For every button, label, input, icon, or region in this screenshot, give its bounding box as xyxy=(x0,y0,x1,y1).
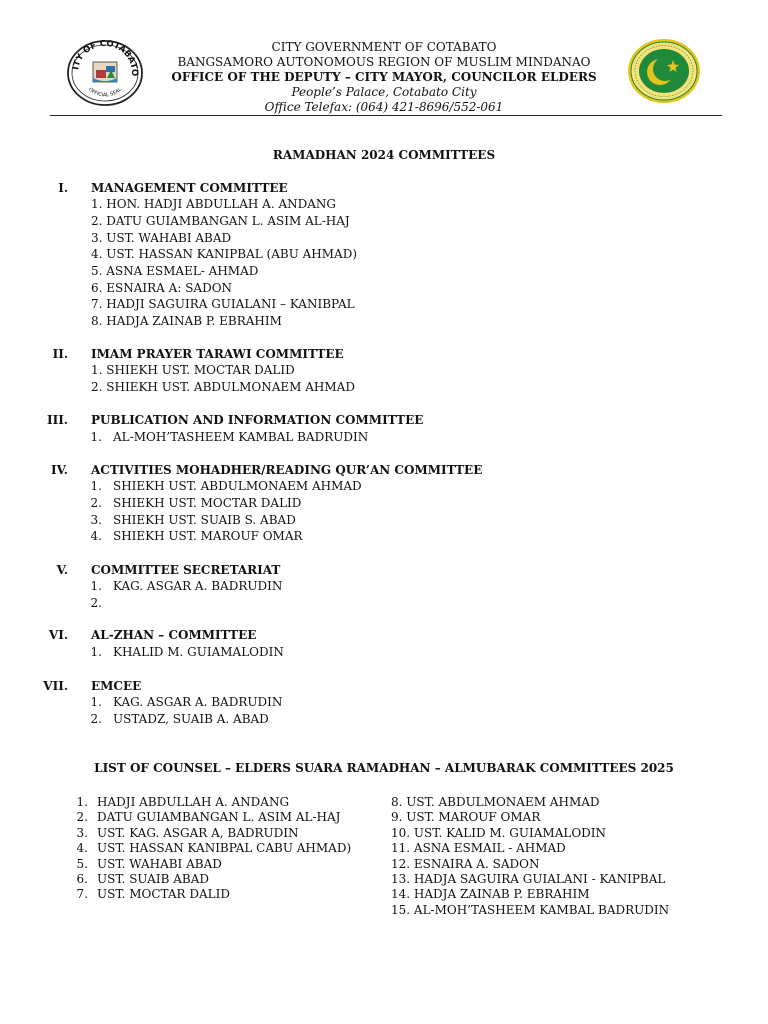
list-item: 7. HADJI SAGUIRA GUIALANI – KANIBPAL xyxy=(91,297,355,311)
section-title: EMCEE xyxy=(91,679,142,693)
svg-text:OFFICIAL SEAL: OFFICIAL SEAL xyxy=(87,86,123,99)
section-number: III. xyxy=(46,413,68,427)
section-number: VII. xyxy=(43,679,68,693)
list-item: SHIEKH UST. SUAIB S. ABAD xyxy=(113,513,296,527)
header-office: OFFICE OF THE DEPUTY – CITY MAYOR, COUNCILOR ELDERS xyxy=(171,70,597,84)
header-address: People’s Palace, Cotabato City xyxy=(291,85,477,99)
section-title: AL-ZHAN – COMMITTEE xyxy=(91,628,257,642)
list-item: USTADZ, SUAIB A. ABAD xyxy=(113,712,269,726)
list-item: UST. KAG. ASGAR A, BADRUDIN xyxy=(97,826,299,840)
list-item: DATU GUIAMBANGAN L. ASIM AL-HAJ xyxy=(97,810,341,824)
list-item-number: 1. xyxy=(90,695,102,709)
list-item-number: 4. xyxy=(90,529,102,543)
list-item-number: 3. xyxy=(90,513,102,527)
list-item: 12. ESNAIRA A. SADON xyxy=(391,857,540,871)
list-item: 11. ASNA ESMAIL - AHMAD xyxy=(391,841,566,855)
list-item: 8. UST. ABDULMONAEM AHMAD xyxy=(391,795,600,809)
list-item: 8. HADJA ZAINAB P. EBRAHIM xyxy=(91,314,282,328)
list-item-number: 2. xyxy=(76,810,88,824)
counsel-title: LIST OF COUNSEL – ELDERS SUARA RAMADHAN – ALMUBARAK COMMITTEES 2025 xyxy=(94,761,674,775)
section-number: VI. xyxy=(48,628,68,642)
list-item: 13. HADJA SAGUIRA GUIALANI - KANIPBAL xyxy=(391,872,666,886)
page-title: RAMADHAN 2024 COMMITTEES xyxy=(272,148,496,162)
section-number: I. xyxy=(58,181,68,195)
list-item: KHALID M. GUIAMALODIN xyxy=(113,645,284,659)
list-item: UST. MOCTAR DALID xyxy=(97,887,230,901)
list-item-number: 1. xyxy=(90,430,102,444)
list-item: KAG. ASGAR A. BADRUDIN xyxy=(113,695,283,709)
list-item: 2. SHIEKH UST. ABDULMONAEM AHMAD xyxy=(91,380,355,394)
list-item: SHIEKH UST. MAROUF OMAR xyxy=(113,529,303,543)
list-item: 1. HON. HADJI ABDULLAH A. ANDANG xyxy=(91,197,336,211)
list-item-number: 3. xyxy=(76,826,88,840)
section-title: ACTIVITIES MOHADHER/READING QUR’AN COMMITTEE xyxy=(91,463,483,477)
list-item-number: 1. xyxy=(90,479,102,493)
header-telefax: Office Telefax: (064) 421-8696/552-061 xyxy=(264,100,504,114)
list-item: UST. SUAIB ABAD xyxy=(97,872,209,886)
list-item-number: 5. xyxy=(76,857,88,871)
section-title: COMMITTEE SECRETARIAT xyxy=(91,563,281,577)
header-line-2: BANGSAMORO AUTONOMOUS REGION OF MUSLIM MINDANAO xyxy=(177,55,591,69)
section-number: V. xyxy=(56,563,68,577)
list-item: 15. AL-MOH’TASHEEM KAMBAL BADRUDIN xyxy=(391,903,670,917)
list-item: SHIEKH UST. ABDULMONAEM AHMAD xyxy=(113,479,362,493)
list-item-number: 2. xyxy=(90,496,102,510)
list-item: 5. ASNA ESMAEL- AHMAD xyxy=(91,264,259,278)
list-item-number: 6. xyxy=(76,872,88,886)
list-item: 9. UST. MAROUF OMAR xyxy=(391,810,541,824)
section-number: IV. xyxy=(50,463,68,477)
list-item: 10. UST. KALID M. GUIAMALODIN xyxy=(391,826,607,840)
list-item: KAG. ASGAR A. BADRUDIN xyxy=(113,579,283,593)
section-number: II. xyxy=(52,347,68,361)
section-title: IMAM PRAYER TARAWI COMMITTEE xyxy=(91,347,344,361)
list-item: HADJI ABDULLAH A. ANDANG xyxy=(97,795,290,809)
list-item: 3. UST. WAHABI ABAD xyxy=(91,231,232,245)
list-item: UST. WAHABI ABAD xyxy=(97,857,222,871)
list-item-number: 1. xyxy=(90,645,102,659)
list-item-number: 2. xyxy=(90,712,102,726)
list-item: 6. ESNAIRA A: SADON xyxy=(91,281,233,295)
list-item-number: 1. xyxy=(90,579,102,593)
header-line-1: CITY GOVERNMENT OF COTABATO xyxy=(271,40,497,54)
list-item: 1. SHIEKH UST. MOCTAR DALID xyxy=(91,363,295,377)
list-item-number: 7. xyxy=(76,887,88,901)
list-item: 2. DATU GUIAMBANGAN L. ASIM AL-HAJ xyxy=(91,214,350,228)
list-item: UST. HASSAN KANIBPAL CABU AHMAD) xyxy=(97,841,352,855)
list-item: AL-MOH’TASHEEM KAMBAL BADRUDIN xyxy=(113,430,369,444)
list-item-number: 2. xyxy=(90,596,102,610)
list-item: SHIEKH UST. MOCTAR DALID xyxy=(113,496,302,510)
svg-text:CITY OF COTABATO: ITY OF COTABATO xyxy=(71,40,140,77)
list-item-number: 4. xyxy=(76,841,88,855)
section-title: PUBLICATION AND INFORMATION COMMITTEE xyxy=(91,413,424,427)
section-title: MANAGEMENT COMMITTEE xyxy=(91,181,288,195)
header-divider xyxy=(50,115,722,116)
list-item-number: 1. xyxy=(76,795,88,809)
list-item: 4. UST. HASSAN KANIPBAL (ABU AHMAD) xyxy=(91,247,358,261)
list-item: 14. HADJA ZAINAB P. EBRAHIM xyxy=(391,887,590,901)
